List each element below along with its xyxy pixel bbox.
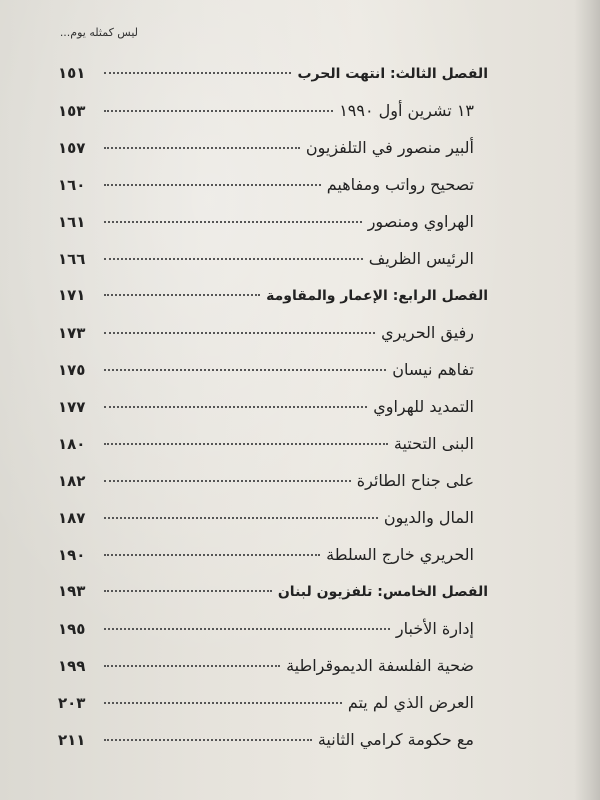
toc-page-number: ١٧٧ [58,398,86,416]
toc-entry-row [58,101,488,138]
toc-dot-leader [104,590,272,592]
toc-entry-title: الرئيس الظريف [368,249,474,268]
toc-entry-row [58,730,488,767]
toc-entry-title: مع حكومة كرامي الثانية [317,730,474,749]
toc-dot-leader [104,110,333,112]
toc-dot-leader [104,294,260,296]
toc-entry-row [58,471,488,508]
toc-chapter-row [58,286,488,323]
toc-entry-row [58,508,488,545]
toc-page-number: ٢٠٣ [58,694,86,712]
toc-entry-title: التمديد للهراوي [373,397,474,416]
toc-page-number: ١٧٥ [58,361,86,379]
toc-entry-row [58,212,488,249]
toc-entry-row [58,434,488,471]
toc-page-number: ١٨٢ [58,472,86,490]
page-edge-shadow [574,0,600,800]
toc-entry-row [58,323,488,360]
toc-page-number: ١٥٣ [58,102,86,120]
toc-entry-title: الفصل الرابع: الإعمار والمقاومة [266,288,488,304]
toc-entry-title: ألبير منصور في التلفزيون [305,138,474,157]
toc-entry-row [58,175,488,212]
toc-page-number: ١٥١ [58,64,86,82]
toc-dot-leader [104,332,375,334]
toc-entry-title: المال والديون [383,508,474,527]
toc-entry-title: ضحية الفلسفة الديموقراطية [286,656,474,675]
toc-entry-title: رفيق الحريري [381,323,474,342]
toc-chapter-row [58,64,488,101]
toc-entry-row [58,360,488,397]
toc-dot-leader [104,258,363,260]
toc-entry-title: على جناح الطائرة [356,471,474,490]
toc-entry-row [58,545,488,582]
toc-entry-row [58,249,488,286]
toc-dot-leader [104,369,386,371]
toc-entry-row [58,619,488,656]
table-of-contents [58,64,488,767]
toc-page-number: ١٩٠ [58,546,86,564]
toc-dot-leader [104,480,351,482]
toc-page-number: ٢١١ [58,731,86,749]
toc-dot-leader [104,72,291,74]
toc-page-number: ١٩٣ [58,582,86,600]
toc-page-number: ١٥٧ [58,139,86,157]
toc-page-number: ١٩٩ [58,657,86,675]
toc-entry-title: الحريري خارج السلطة [326,545,474,564]
toc-dot-leader [104,665,280,667]
toc-dot-leader [104,443,388,445]
toc-entry-title: تصحيح رواتب ومفاهيم [326,175,474,194]
running-header: ليس كمثله يوم... [59,26,138,39]
toc-page-number: ١٦١ [58,213,86,231]
toc-entry-title: تفاهم نيسان [392,360,474,379]
toc-entry-title: الفصل الخامس: تلفزيون لبنان [277,584,488,600]
toc-entry-title: العرض الذي لم يتم [347,693,474,712]
toc-page-number: ١٩٥ [58,620,86,638]
toc-page-number: ١٧١ [58,286,86,304]
toc-entry-title: إدارة الأخبار [395,619,474,638]
toc-dot-leader [104,406,367,408]
toc-dot-leader [104,702,342,704]
toc-page-number: ١٨٠ [58,435,86,453]
toc-dot-leader [104,184,321,186]
toc-dot-leader [104,739,312,741]
toc-chapter-row [58,582,488,619]
toc-entry-row [58,397,488,434]
toc-entry-title: البنى التحتية [393,434,474,453]
toc-page-number: ١٦٠ [58,176,86,194]
toc-entry-row [58,693,488,730]
toc-entry-title: ١٣ تشرين أول ١٩٩٠ [339,101,474,120]
toc-entry-title: الفصل الثالث: انتهت الحرب [297,66,488,82]
toc-dot-leader [104,517,378,519]
toc-entry-row [58,138,488,175]
toc-page-number: ١٦٦ [58,250,86,268]
toc-entry-title: الهراوي ومنصور [367,212,474,231]
toc-entry-row [58,656,488,693]
toc-dot-leader [104,628,390,630]
toc-page-number: ١٨٧ [58,509,86,527]
toc-dot-leader [104,221,362,223]
toc-dot-leader [104,554,320,556]
toc-dot-leader [104,147,300,149]
toc-page-number: ١٧٣ [58,324,86,342]
